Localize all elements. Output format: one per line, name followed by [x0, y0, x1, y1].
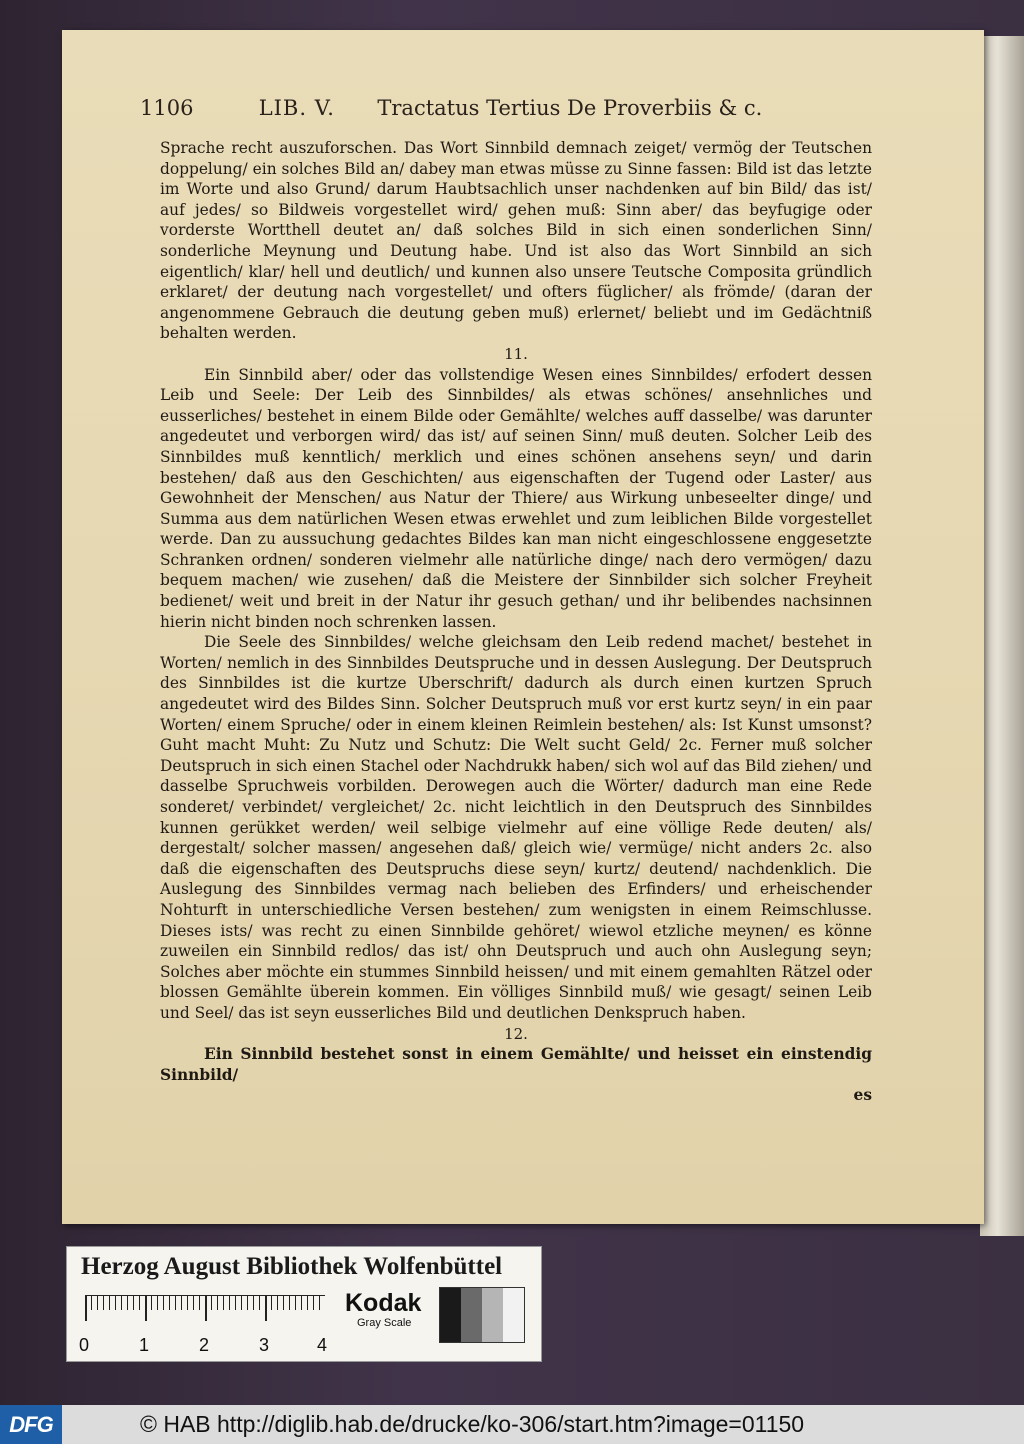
gray-scale-label: Gray Scale [357, 1317, 412, 1329]
running-header [140, 96, 800, 120]
kodak-logo: Kodak [345, 1289, 422, 1317]
ruler-number: 0 [79, 1335, 90, 1355]
catchword: es [853, 1086, 872, 1105]
gray-patch [503, 1288, 524, 1342]
dfg-logo: DFG [0, 1405, 62, 1444]
gray-patch [482, 1288, 503, 1342]
footer-bar [0, 1405, 1024, 1444]
ruler-number: 1 [139, 1335, 150, 1355]
section-number: 11. [504, 344, 528, 363]
next-page-edge [980, 36, 1024, 1236]
body-text [160, 138, 872, 1106]
ruler-major-ticks [85, 1295, 325, 1321]
library-name: Herzog August Bibliothek Wolfenbüttel [81, 1253, 503, 1280]
gray-patch [440, 1288, 461, 1342]
color-scale-card [66, 1246, 542, 1362]
paragraph: Die Seele des Sinnbildes/ welche gleichsam den Leib redend machet/ bestehet in Worten/ nemlich in des Sinnbildes Deutspruche und in dessen Auslegung. Der Deutspruch des Sinnbildes ist die kurtze Uberschrift/ dadurch als durch einen kurtzen Spruch angedeutet wird des Bildes Sinn. Solcher Deutspruch muß vor erst kurtz seyn/ in ein paar Worten/ einem Spruche/ oder in einem kleinen Reimlein bestehen/ als: Ist Kunst umsonst? Guht macht Muht: Zu Nutz und Schutz: Die Welt sucht Geld/ 2c. Ferner muß solcher Deutspruch in sich einen Stachel oder Nachdrukk haben/ sich wol auf das Bild ziehen/ und dasselbe Spruchweis vorbilden. Derowegen auch die Wörter/ dadurch man eine Rede sonderet/ verbindet/ vergleichet/ 2c. nicht leichtlich in den Deutspruch des Sinnbildes kunnen gerükket werden/ weil selbige vielmehr auf eine völlige Rede deuten/ als/ dergestalt/ solcher massen/ angesehen daß/ gleich wie/ vermüge/ nicht anders 2c. also daß die eigenschaften des Deutspruchs diese seyn/ kurtz/ deutend/ nachdenklich. Die Auslegung des Sinnbildes vermag nach belieben des Erfinders/ und erheischender Nohturft in unterschiedliche Versen bestehen/ zum wenigsten in einem Reimschlusse. Dieses ists/ was recht zu einen Sinnbilde gehöret/ wiewol etzliche meynen/ es könne zuweilen ein Sinnbild redlos/ das ist/ ohn Deutspruch und auch ohn Auslegung seyn; Solches aber möchte ein stummes Sinnbild heissen/ und mit einem gemahlten Rätzel oder blossen Gemählte überein kommen. Ein völliges Sinnbild muß/ wie gesagt/ seinen Leib und Seel/ das ist seyn eusserliches Bild und deutlichen Denkspruch haben. [160, 633, 872, 1022]
ruler-number: 2 [199, 1335, 210, 1355]
book-number: LIB. V. [258, 96, 335, 120]
paragraph: Sprache recht auszuforschen. Das Wort Sinnbild demnach zeiget/ vermög der Teutschen doppelung/ ein solches Bild an/ dabey man etwas müsse zu Sinne fassen: Bild ist das letzte im Worte und also Grund/ darum Haubtsachlich unser nachdenken auf bin Bild/ das ist/ auf jedes/ so Bildweis vorgestellet wird/ gehen muß: Sinn aber/ das beyfugige oder vorderste Wortthell deutet an/ daß solches Bild in sich einen sonderlichen Sinn/ sonderliche Meynung und Deutung habe. Und ist also das Wort Sinnbild an sich eigentlich/ klar/ hell und deutlich/ und kunnen also unsere Teutsche Composita gründlich erklaret/ der deutung nach vorgestellet/ und ofters füglicher/ als frömde/ (daran der angenommene Gebrauch die deutung geben muß) erlernet/ beliebt und im Gedächtniß behalten werden. [160, 139, 872, 343]
running-title: Tractatus Tertius De Proverbiis & c. [377, 96, 763, 120]
gray-patches [439, 1287, 525, 1343]
page-number: 1106 [140, 96, 194, 120]
gray-patch [461, 1288, 482, 1342]
paragraph: Ein Sinnbild bestehet sonst in einem Gemählte/ und heisset ein einstendig Sinnbild/ [160, 1045, 872, 1084]
section-number: 12. [504, 1024, 528, 1043]
ruler-number: 3 [259, 1335, 270, 1355]
ruler-number: 4 [317, 1335, 328, 1355]
paragraph: Ein Sinnbild aber/ oder das vollstendige Wesen eines Sinnbildes/ erfodert dessen Leib und Seele: Der Leib des Sinnbildes/ als etwas schönes/ ansehnliches und eusserliches/ bestehet in einem Bilde oder Gemählte/ welches auff dasselbe/ was darunter angedeutet und verborgen wird/ das ist/ auf seinen Sinn/ muß deuten. Solcher Leib des Sinnbildes muß kenntlich/ merklich und eines schönen ansehens seyn/ und darin bestehen/ daß aus den Geschichten/ aus eigenschaften der Tugend oder Laster/ aus Gewohnheit der Menschen/ aus Natur der Thiere/ aus Wirkung unbeseelter dinge/ und Summa aus dem natürlichen Wesen etwas erwehlet und zum leiblichen Bilde vorgestellet werde. Dan zu aussuchung gedachtes Bildes kan man nicht eingeschlossene enggesetzte Schranken ordnen/ sonderen vielmehr alle natürliche dinge/ nach dero vermögen/ dazu bequem machen/ wie zusehen/ daß die Meistere der Sinnbilder sich solcher Freyheit bedienet/ weit und breit in der Natur ihr gesuch gethan/ und ihr belibendes nachsinnen hierin nicht binden noch schrenken lassen. [160, 365, 872, 631]
copyright-notice[interactable]: © HAB http://diglib.hab.de/drucke/ko-306/start.htm?image=01150 [140, 1411, 805, 1437]
